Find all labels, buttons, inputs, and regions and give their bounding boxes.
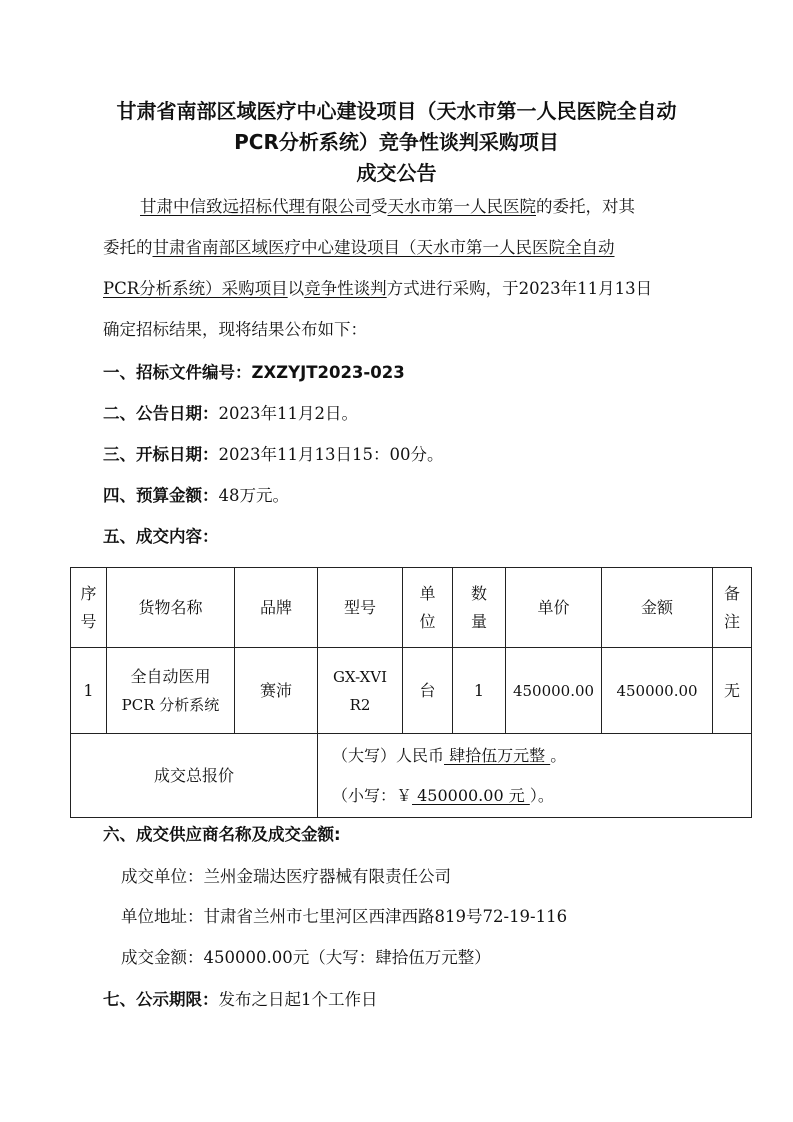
cell-model: GX-XVI R2: [318, 648, 403, 734]
cell-goods-name: 全自动医用 PCR 分析系统: [107, 648, 235, 734]
title-line-1: 甘肃省南部区域医疗中心建设项目（天水市第一人民医院全自动: [116, 99, 677, 123]
cell-remark: 无: [713, 648, 752, 734]
table-header-row: [71, 568, 752, 648]
cell-qty: 1: [453, 648, 506, 734]
intro-line-1: 甘肃中信致远招标代理有限公司受天水市第一人民医院的委托，对其: [140, 197, 635, 216]
table-total-row: [71, 734, 752, 818]
cell-seq: 1: [71, 648, 107, 734]
supplier-name-line: 成交单位：兰州金瑞达医疗器械有限责任公司: [121, 867, 451, 886]
header-qty: 数 量: [453, 568, 506, 648]
intro-line-3: PCR分析系统）采购项目以竞争性谈判方式进行采购，于2023年11月13日: [103, 279, 653, 298]
header-unit: 单 位: [403, 568, 453, 648]
cell-brand: 赛沛: [235, 648, 318, 734]
total-upper-value: 肆拾伍万元整: [444, 745, 551, 765]
intro-line-2: 委托的甘肃省南部区域医疗中心建设项目（天水市第一人民医院全自动: [103, 238, 615, 257]
title-line-3: 成交公告: [356, 161, 437, 185]
supplier-amount-line: 成交金额：450000.00元（大写：肆拾伍万元整）: [121, 948, 491, 967]
section-award-content: 五、成交内容：: [103, 527, 219, 546]
section-tender-number: 一、招标文件编号：ZXZYJT2023-023: [103, 363, 405, 382]
intro-line-4: 确定招标结果，现将结果公布如下：: [103, 320, 367, 339]
title-line-2: PCR分析系统）竞争性谈判采购项目: [234, 130, 559, 154]
tender-number: ZXZYJT2023-023: [251, 363, 405, 382]
total-price-values: [318, 734, 752, 818]
header-brand: 品牌: [235, 568, 318, 648]
table-row: [71, 648, 752, 734]
supplier-name: 兰州金瑞达医疗器械有限责任公司: [203, 867, 451, 886]
supplier-amount: 450000.00元（大写：肆拾伍万元整）: [203, 948, 491, 967]
award-table: [70, 567, 752, 818]
cell-amount: 450000.00: [602, 648, 713, 734]
header-model: 型号: [318, 568, 403, 648]
header-remark: 备 注: [713, 568, 752, 648]
total-lower: （小写：￥ 450000.00 元 ）。: [332, 785, 554, 805]
header-unit-price: 单价: [506, 568, 602, 648]
procurement-method: 竞争性谈判: [304, 279, 387, 298]
section-budget: 四、预算金额：48万元。: [103, 486, 289, 505]
section-announce-date: 二、公告日期：2023年11月2日。: [103, 404, 358, 423]
publicity-period: 发布之日起1个工作日: [218, 990, 378, 1009]
header-seq: 序 号: [71, 568, 107, 648]
supplier-address: 甘肃省兰州市七里河区西津西路819号72-19-116: [203, 907, 568, 926]
opening-date: 2023年11月13日15：00分。: [218, 445, 444, 464]
agency-name: 甘肃中信致远招标代理有限公司: [140, 197, 371, 216]
project-name-a: 甘肃省南部区域医疗中心建设项目（天水市第一人民医院全自动: [152, 238, 615, 257]
total-price-label: 成交总报价: [71, 734, 318, 818]
header-amount: 金额: [602, 568, 713, 648]
section-opening-date: 三、开标日期：2023年11月13日15：00分。: [103, 445, 444, 464]
total-upper: （大写）人民币 肆拾伍万元整 。: [332, 745, 567, 765]
supplier-address-line: 单位地址：甘肃省兰州市七里河区西津西路819号72-19-116: [121, 907, 568, 926]
section-supplier: 六、成交供应商名称及成交金额:: [103, 825, 341, 844]
project-name-b: PCR分析系统）采购项目: [103, 279, 288, 298]
total-lower-value: 450000.00 元: [412, 785, 530, 805]
section-publicity-period: 七、公示期限：发布之日起1个工作日: [103, 990, 378, 1009]
cell-unit-price: 450000.00: [506, 648, 602, 734]
cell-unit: 台: [403, 648, 453, 734]
header-goods-name: 货物名称: [107, 568, 235, 648]
client-name: 天水市第一人民医院: [387, 197, 536, 216]
budget-amount: 48万元。: [218, 486, 289, 505]
announce-date: 2023年11月2日。: [218, 404, 358, 423]
